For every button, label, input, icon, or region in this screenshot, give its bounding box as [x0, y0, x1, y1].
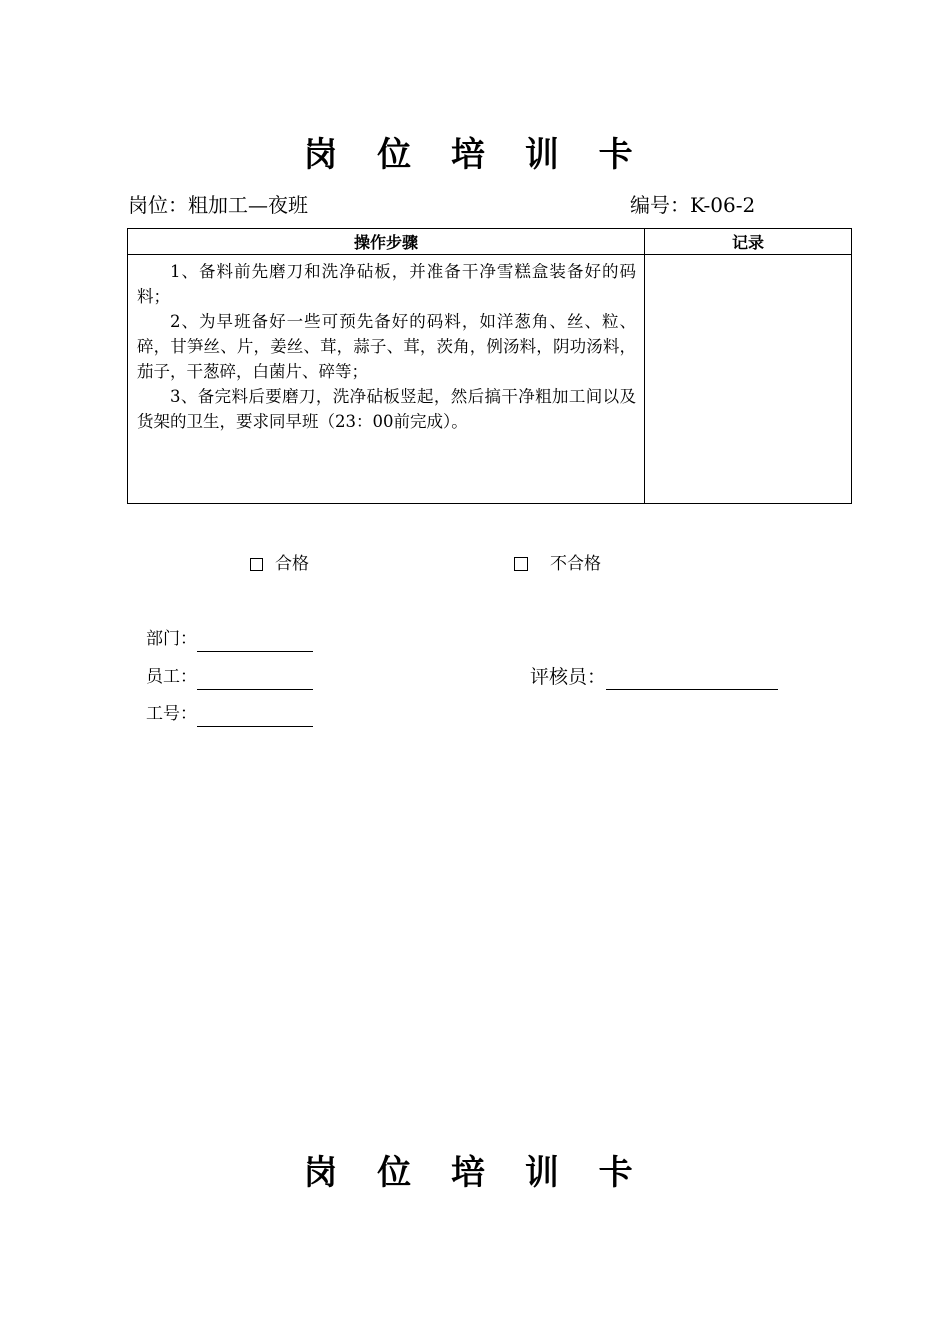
employee-field — [146, 664, 313, 690]
record-column-header: 记录 — [645, 229, 852, 255]
fail-option[interactable] — [514, 550, 601, 578]
step-item: 2、为早班备好一些可预先备好的码料，如洋葱角、丝、粒、碎，甘笋丝、片，姜丝、茸，蒜子、茸，茨角，例汤料，阴功汤料，茄子，干葱碎，白菌片、碎等； — [137, 312, 636, 381]
steps-cell — [128, 255, 645, 504]
employee-number-field — [146, 701, 313, 727]
department-field — [146, 626, 313, 652]
pass-option[interactable] — [250, 550, 309, 578]
steps-column-header: 操作步骤 — [128, 229, 645, 255]
pass-checkbox[interactable] — [250, 558, 263, 571]
position-label: 岗位：粗加工—夜班 — [128, 193, 308, 217]
page-title: 岗 位 培 训 卡 — [303, 135, 647, 175]
card-code: 编号：K-06-2 — [630, 193, 756, 217]
card-header — [128, 190, 768, 220]
step-item: 1、备料前先磨刀和洗净砧板，并准备干净雪糕盒装备好的码料； — [137, 262, 636, 306]
department-blank[interactable] — [197, 633, 313, 652]
result-options — [0, 550, 950, 578]
reviewer-blank[interactable] — [606, 671, 778, 690]
next-card-title: 岗 位 培 训 卡 — [303, 1153, 647, 1193]
pass-label: 合格 — [275, 554, 309, 574]
table-row — [128, 255, 852, 504]
department-label: 部门： — [146, 629, 197, 649]
step-item: 3、备完料后要磨刀，洗净砧板竖起，然后搞干净粗加工间以及货架的卫生，要求同早班（23：00前完成）。 — [137, 387, 636, 431]
employee-blank[interactable] — [197, 671, 313, 690]
reviewer-label: 评核员： — [530, 666, 607, 688]
table-header-row — [128, 229, 852, 255]
reviewer-field — [530, 664, 778, 690]
fail-label: 不合格 — [550, 554, 601, 574]
employee-number-label: 工号： — [146, 704, 197, 724]
employee-number-blank[interactable] — [197, 708, 313, 727]
employee-label: 员工： — [146, 667, 197, 687]
training-table — [127, 228, 852, 504]
record-cell[interactable] — [645, 255, 852, 504]
fail-checkbox[interactable] — [514, 557, 528, 571]
